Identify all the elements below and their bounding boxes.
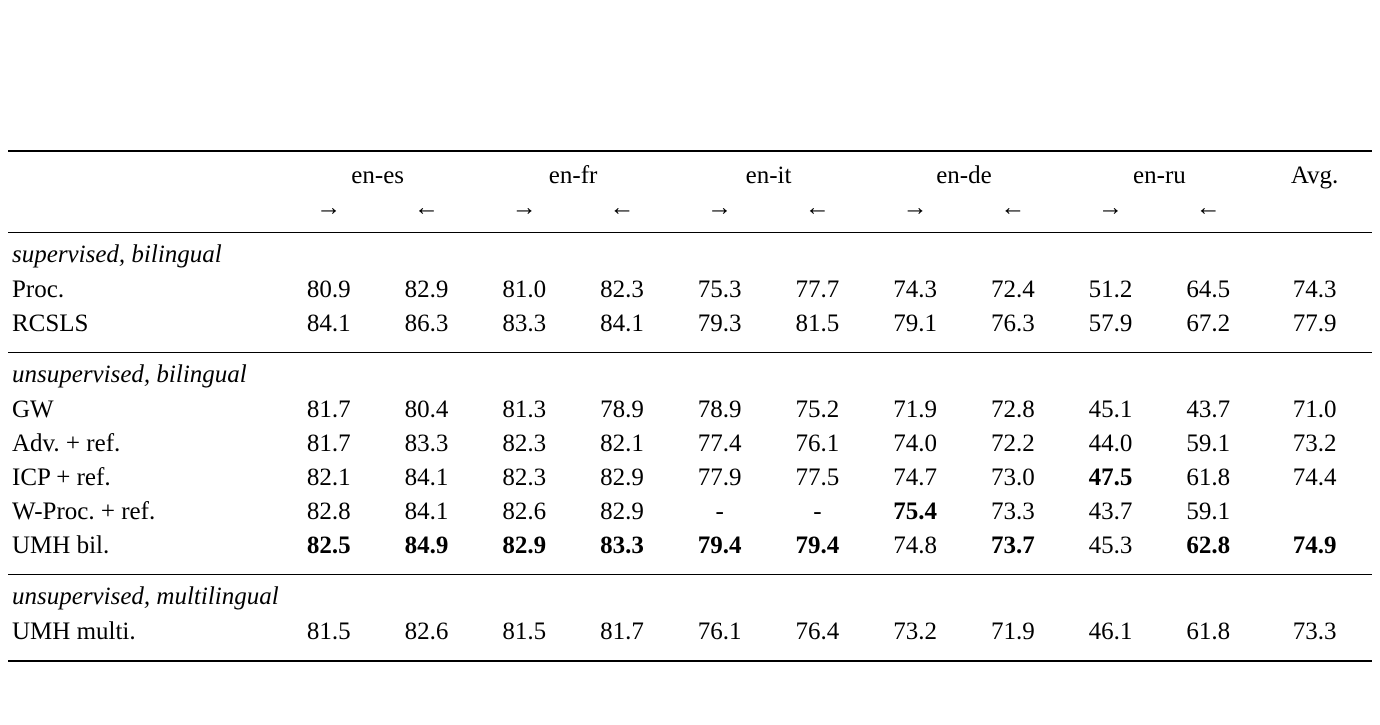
- cell-value: 76.1: [697, 618, 742, 645]
- header-row-directions: [8, 192, 1372, 233]
- group-title: unsupervised, bilingual: [12, 361, 247, 388]
- cell-value: 81.7: [306, 430, 351, 457]
- cell-value: 79.1: [893, 310, 937, 337]
- cell-value: -: [813, 498, 822, 525]
- cell-value: 77.4: [697, 430, 742, 457]
- results-table-body: [8, 151, 1372, 662]
- cell-value: 75.3: [697, 276, 742, 303]
- column-group-header-en-fr: en-fr: [548, 162, 598, 189]
- cell-value: 77.9: [697, 464, 742, 491]
- results-table: [8, 150, 1372, 662]
- cell-avg: 73.2: [1292, 430, 1337, 457]
- cell-avg: 74.3: [1292, 276, 1337, 303]
- cell-value: 82.3: [502, 464, 547, 491]
- cell-value: 81.7: [306, 396, 351, 423]
- row-label: W-Proc. + ref.: [12, 498, 156, 525]
- cell-value: 43.7: [1186, 396, 1231, 423]
- cell-value: 75.2: [795, 396, 840, 423]
- cell-value: 84.1: [600, 310, 644, 337]
- row-label: ICP + ref.: [12, 464, 111, 491]
- cell-value: 81.3: [502, 396, 547, 423]
- direction-backward-en-ru: ←: [1195, 194, 1221, 221]
- cell-value: 80.4: [404, 396, 449, 423]
- row-label: RCSLS: [12, 310, 89, 337]
- cell-value: 79.3: [697, 310, 742, 337]
- cell-value: 51.2: [1088, 276, 1133, 303]
- cell-value: 82.9: [502, 532, 547, 559]
- direction-backward-en-fr: ←: [609, 194, 635, 221]
- cell-value: 83.3: [404, 430, 449, 457]
- row-label: GW: [12, 396, 54, 423]
- table-bottom-rule: [8, 661, 1372, 662]
- cell-value: 59.1: [1186, 430, 1231, 457]
- group-title: supervised, bilingual: [12, 241, 222, 268]
- cell-value: 82.5: [306, 532, 351, 559]
- cell-value: 73.7: [990, 532, 1035, 559]
- cell-value: 72.2: [990, 430, 1035, 457]
- cell-value: 71.9: [990, 618, 1035, 645]
- cell-value: 81.5: [502, 618, 547, 645]
- table-row: [8, 532, 1372, 575]
- column-group-header-en-es: en-es: [351, 162, 405, 189]
- cell-value: 45.3: [1088, 532, 1133, 559]
- group-title: unsupervised, multilingual: [12, 583, 279, 610]
- cell-avg: 71.0: [1292, 396, 1337, 423]
- column-group-header-en-de: en-de: [936, 162, 992, 189]
- cell-value: 82.3: [502, 430, 547, 457]
- cell-value: 84.1: [404, 464, 449, 491]
- direction-forward-en-fr: →: [511, 194, 537, 221]
- cell-value: 83.3: [600, 532, 644, 559]
- cell-value: 72.4: [990, 276, 1035, 303]
- cell-value: 71.9: [893, 396, 937, 423]
- cell-value: 82.6: [404, 618, 449, 645]
- cell-value: 83.3: [502, 310, 547, 337]
- row-label: UMH bil.: [12, 532, 110, 559]
- rule-cell: [8, 661, 1372, 662]
- cell-value: 84.9: [404, 532, 449, 559]
- cell-value: 43.7: [1088, 498, 1133, 525]
- direction-backward-en-es: ←: [414, 194, 440, 221]
- cell-avg: 77.9: [1292, 310, 1337, 337]
- row-label: Adv. + ref.: [12, 430, 121, 457]
- cell-value: 81.5: [795, 310, 840, 337]
- cell-value: 82.9: [600, 464, 644, 491]
- cell-value: 78.9: [697, 396, 742, 423]
- direction-forward-en-it: →: [707, 194, 733, 221]
- table-row: [8, 498, 1372, 532]
- cell-avg: 74.4: [1292, 464, 1337, 491]
- direction-forward-en-ru: →: [1098, 194, 1124, 221]
- cell-value: 84.1: [306, 310, 351, 337]
- cell-value: 74.8: [893, 532, 937, 559]
- column-group-header-en-ru: en-ru: [1133, 162, 1186, 189]
- cell-value: 75.4: [893, 498, 937, 525]
- column-header-avg: Avg.: [1290, 162, 1339, 189]
- cell-value: 82.9: [600, 498, 644, 525]
- cell-value: 78.9: [600, 396, 644, 423]
- table-row: [8, 310, 1372, 353]
- row-label: Proc.: [12, 276, 65, 303]
- direction-forward-en-de: →: [902, 194, 928, 221]
- cell-value: 82.9: [404, 276, 449, 303]
- group-title-row: [8, 353, 1372, 395]
- table-row: [8, 275, 1372, 310]
- cell-value: 67.2: [1186, 310, 1231, 337]
- direction-forward-en-es: →: [316, 194, 342, 221]
- cell-value: 77.5: [795, 464, 840, 491]
- table-row: [8, 617, 1372, 661]
- cell-value: 73.0: [990, 464, 1035, 491]
- header-corner-cell-2: [8, 192, 280, 233]
- cell-value: -: [715, 498, 724, 525]
- cell-value: 72.8: [990, 396, 1035, 423]
- cell-value: 77.7: [795, 276, 840, 303]
- cell-value: 61.8: [1186, 618, 1231, 645]
- table-row: [8, 395, 1372, 430]
- cell-avg: [1257, 498, 1372, 532]
- cell-value: 61.8: [1186, 464, 1231, 491]
- cell-value: 74.3: [893, 276, 937, 303]
- cell-value: 74.7: [893, 464, 937, 491]
- table-row: [8, 464, 1372, 498]
- cell-value: 76.1: [795, 430, 840, 457]
- header-corner-cell: [8, 152, 280, 192]
- header-row-pairs: [8, 152, 1372, 192]
- cell-value: 79.4: [697, 532, 742, 559]
- group-title-row: [8, 575, 1372, 617]
- cell-value: 47.5: [1088, 464, 1133, 491]
- cell-value: 76.3: [990, 310, 1035, 337]
- cell-value: 84.1: [404, 498, 449, 525]
- cell-value: 82.1: [600, 430, 644, 457]
- direction-backward-en-de: ←: [1000, 194, 1026, 221]
- table-row: [8, 430, 1372, 464]
- cell-value: 82.3: [600, 276, 644, 303]
- cell-value: 62.8: [1186, 532, 1231, 559]
- cell-value: 57.9: [1088, 310, 1133, 337]
- cell-avg: 73.3: [1292, 618, 1337, 645]
- cell-value: 81.7: [600, 618, 644, 645]
- direction-backward-en-it: ←: [804, 194, 830, 221]
- cell-value: 59.1: [1186, 498, 1231, 525]
- cell-value: 81.0: [502, 276, 547, 303]
- cell-value: 74.0: [893, 430, 937, 457]
- cell-value: 73.3: [990, 498, 1035, 525]
- cell-value: 86.3: [404, 310, 449, 337]
- cell-value: 73.2: [893, 618, 937, 645]
- cell-avg: 74.9: [1292, 532, 1337, 559]
- cell-value: 64.5: [1186, 276, 1231, 303]
- cell-value: 76.4: [795, 618, 840, 645]
- cell-value: 80.9: [306, 276, 351, 303]
- cell-value: 45.1: [1088, 396, 1133, 423]
- cell-value: 46.1: [1088, 618, 1133, 645]
- cell-value: 79.4: [795, 532, 840, 559]
- column-group-header-en-it: en-it: [745, 162, 792, 189]
- row-label: UMH multi.: [12, 618, 136, 645]
- cell-value: 82.1: [306, 464, 351, 491]
- group-title-row: [8, 233, 1372, 275]
- cell-value: 81.5: [306, 618, 351, 645]
- cell-value: 82.6: [502, 498, 547, 525]
- cell-value: 82.8: [306, 498, 351, 525]
- cell-value: 44.0: [1088, 430, 1133, 457]
